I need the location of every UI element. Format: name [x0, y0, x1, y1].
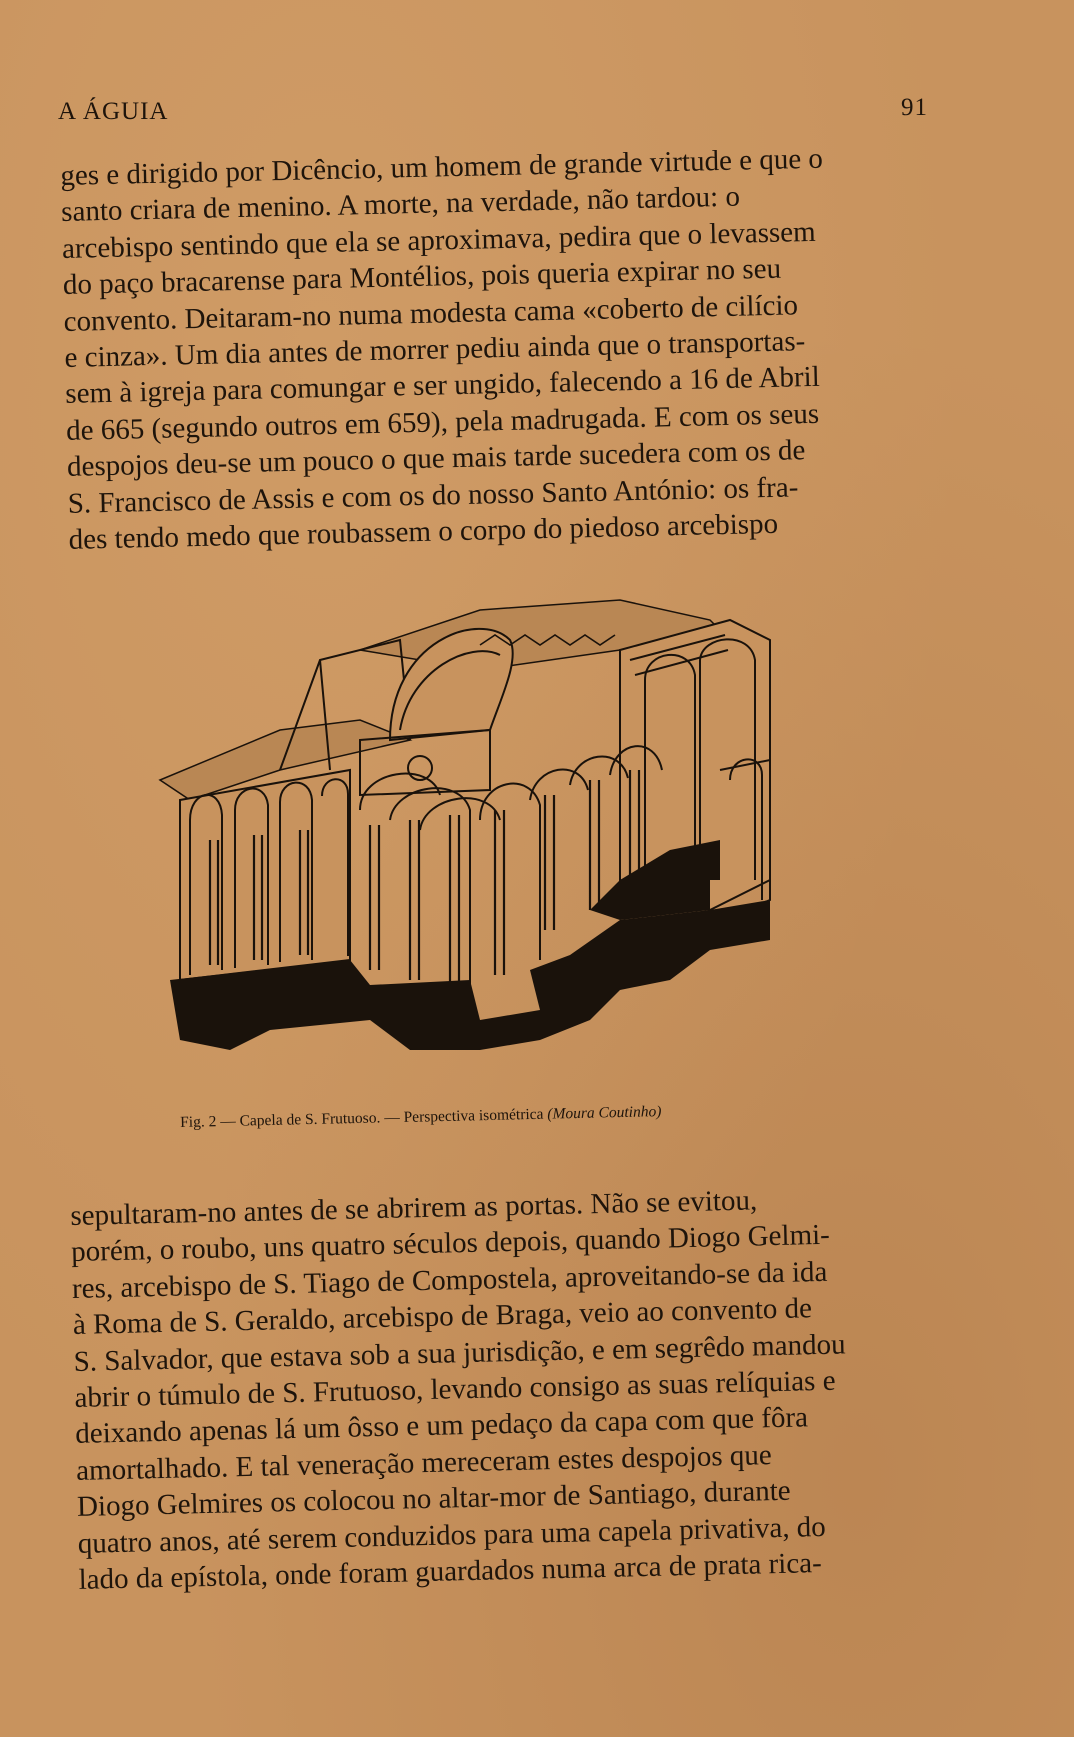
caption-credit: (Moura Coutinho) [547, 1103, 662, 1123]
text-line: e cinza». Um dia antes de morrer pediu ainda que o transportas- [64, 325, 806, 374]
text-line: arcebispo sentindo que ela se aproximava, pedira que o levassem [61, 215, 816, 265]
text-line: Diogo Gelmires os colocou no altar-mor de Santiago, durante [76, 1474, 791, 1524]
text-line: à Roma de S. Geraldo, arcebispo de Braga, veio ao convento de [72, 1292, 813, 1342]
running-head [58, 94, 928, 132]
text-line: porém, o roubo, uns quatro séculos depois, quando Diogo Gelmi- [70, 1219, 831, 1269]
text-line: lado da epístola, onde foram guardados numa arca de prata rica- [78, 1547, 823, 1596]
chapel-isometric-drawing-figure [150, 580, 850, 1100]
text-line: ges e dirigido por Dicêncio, um homem de grande virtude e que o [60, 142, 824, 192]
paragraph-top [60, 138, 949, 558]
text-line: res, arcebispo de S. Tiago de Compostela, aproveitando-se da ida [71, 1255, 828, 1305]
text-line: amortalhado. E tal veneração mereceram estes despojos que [75, 1438, 773, 1487]
text-line: despojos deu-se um pouco o que mais tarde sucedera com os de [66, 434, 806, 484]
text-line: S. Francisco de Assis e com os do nosso Santo António: os fra- [67, 470, 799, 520]
journal-title: A ÁGUIA [58, 98, 169, 125]
text-line: S. Salvador, que estava sob a sua jurisdição, e em segrêdo mandou [73, 1328, 846, 1378]
chapel-isometric-drawing-icon [150, 580, 850, 1100]
text-line: convento. Deitaram-no numa modesta cama «coberto de cilício [63, 288, 799, 338]
text-line: quatro anos, até serem conduzidos para uma capela privativa, do [77, 1510, 827, 1560]
text-line: abrir o túmulo de S. Frutuoso, levando consigo as suas relíquias e [74, 1364, 836, 1414]
text-line: des tendo medo que roubassem o corpo do piedoso arcebispo [68, 507, 779, 556]
page-number: 91 [901, 94, 928, 121]
paragraph-bottom [70, 1178, 959, 1598]
text-line: do paço bracarense para Montélios, pois queria expirar no seu [62, 252, 782, 302]
caption-main: Fig. 2 — Capela de S. Frutuoso. — Perspectiva isométrica [180, 1105, 544, 1131]
text-line: deixando apenas lá um ôsso e um pedaço da capa com que fôra [75, 1401, 809, 1451]
text-line: sepultaram-no antes de se abrirem as portas. Não se evitou, [70, 1184, 758, 1232]
text-line: de 665 (segundo outros em 659), pela madrugada. E com os seus [65, 397, 820, 447]
text-line: sem à igreja para comungar e ser ungido, falecendo a 16 de Abril [65, 361, 821, 411]
text-line: santo criara de menino. A morte, na verdade, não tardou: o [60, 180, 741, 229]
